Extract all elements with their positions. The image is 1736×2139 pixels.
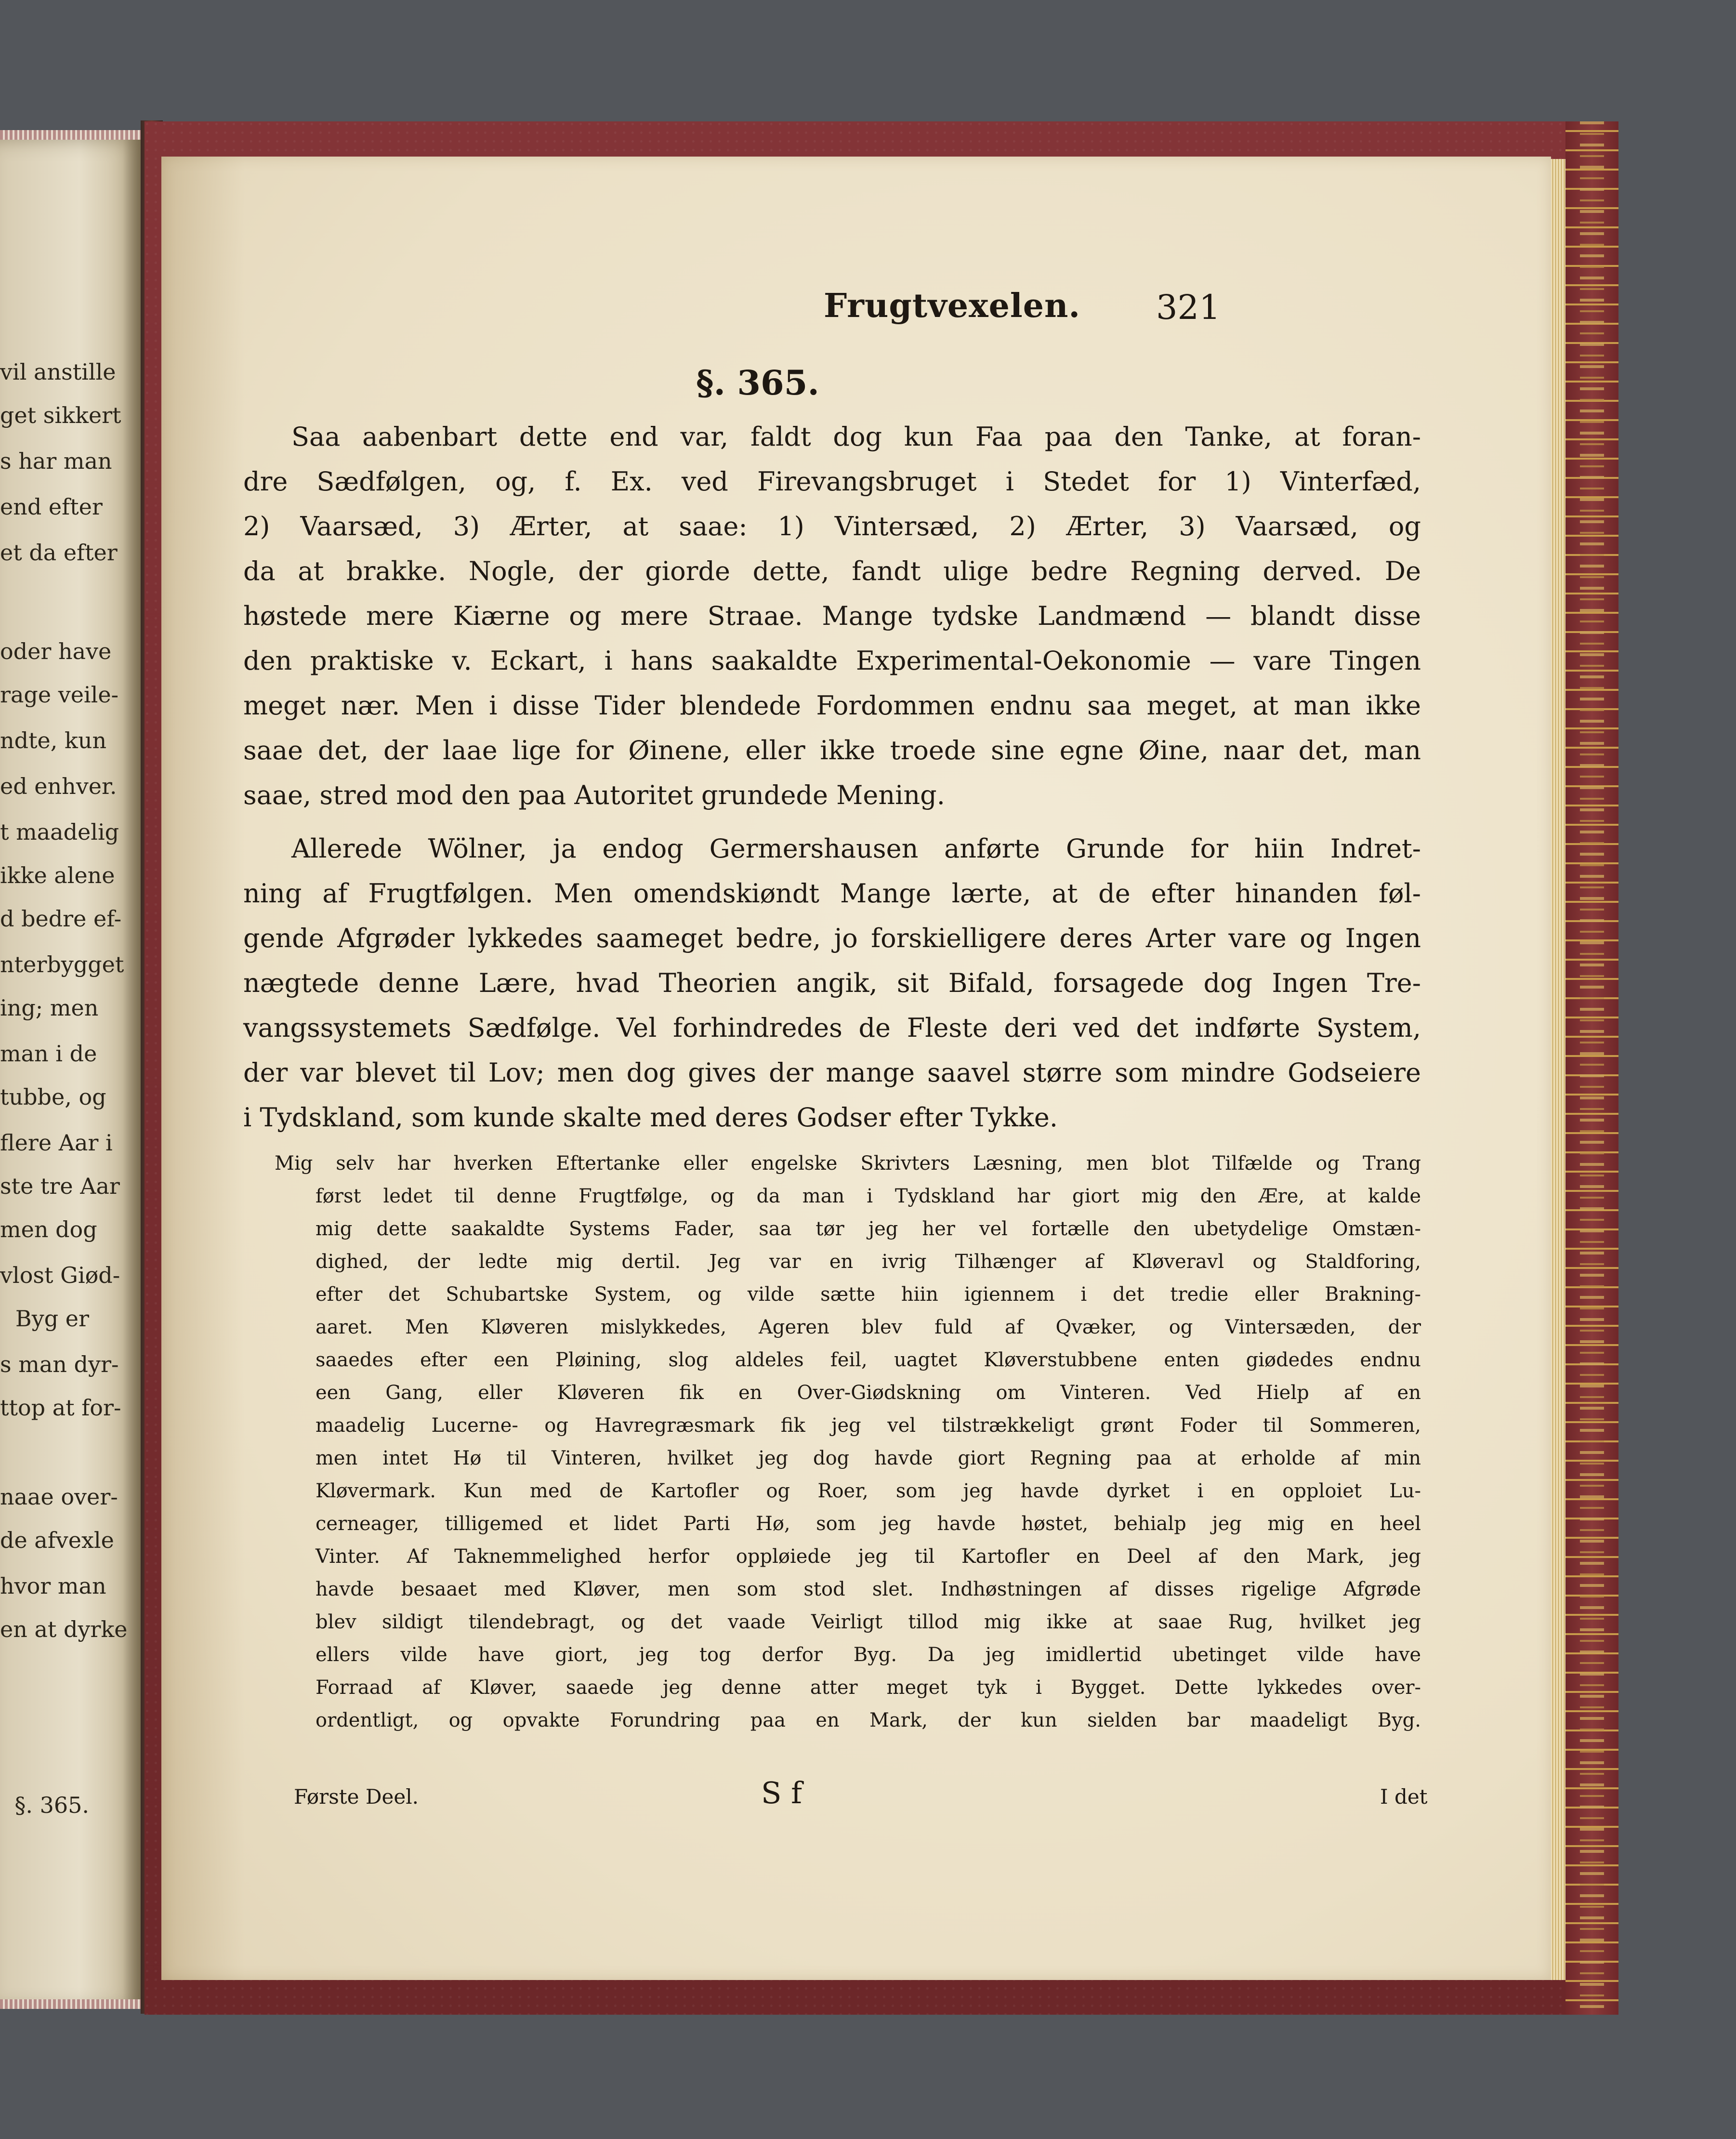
footnote-line: Forraad af Kløver, saaede jeg denne atter meget tyk i Bygget. Dette lykkedes over- xyxy=(316,1677,1421,1699)
footnote-line: Vinter. Af Taknemmelighed herfor oppløiede jeg til Kartofler en Deel af den Mark, jeg xyxy=(316,1545,1421,1568)
section-heading: §. 365. xyxy=(696,363,819,403)
body-line: 2) Vaarsæd, 3) Ærter, at saae: 1) Vintersæd, 2) Ærter, 3) Vaarsæd, og xyxy=(243,511,1421,541)
footnote-line: aaret. Men Kløveren mislykkedes, Ageren blev fuld af Qvæker, og Vintersæden, der xyxy=(316,1316,1421,1338)
left-page-line: ed enhver. xyxy=(0,773,117,799)
left-page-line: get sikkert xyxy=(0,402,121,428)
left-page-line: ing; men xyxy=(0,995,99,1021)
footer-signature-mark: S f xyxy=(761,1775,802,1810)
footnote-line: een Gang, eller Kløveren fik en Over-Giødskning om Vinteren. Ved Hielp af en xyxy=(316,1382,1421,1404)
body-line: meget nær. Men i disse Tider blendede Fordommen endnu saa meget, at man ikke xyxy=(243,690,1421,721)
left-page-line: s man dyr- xyxy=(0,1351,119,1377)
left-page-line: oder have xyxy=(0,638,112,664)
left-page-line: man i de xyxy=(0,1041,97,1067)
left-page-line: ndte, kun xyxy=(0,727,107,753)
left-page-bottom-edge xyxy=(0,1999,145,2009)
left-page-line: end efter xyxy=(0,494,103,520)
left-page-line: §. 365. xyxy=(14,1792,89,1818)
footnote-line: saaedes efter een Pløining, slog aldeles feil, uagtet Kløverstubbene enten giødedes endnu xyxy=(316,1349,1421,1371)
body-line: der var blevet til Lov; men dog gives der mange saavel større som mindre Godseiere xyxy=(243,1057,1421,1088)
body-line: vangssystemets Sædfølge. Vel forhindredes de Fleste deri ved det indførte System, xyxy=(243,1013,1421,1043)
body-line: ning af Frugtfølgen. Men omendskiøndt Mange lærte, at de efter hinanden føl- xyxy=(243,878,1421,909)
footer-catchword: I det xyxy=(1380,1785,1428,1809)
footnote-line: men intet Hø til Vinteren, hvilket jeg dog havde giort Regning paa at erholde af min xyxy=(316,1447,1421,1469)
left-page-line: en at dyrke xyxy=(0,1616,128,1642)
footnote-line: ellers vilde have giort, jeg tog derfor Byg. Da jeg imidlertid ubetinget vilde have xyxy=(316,1644,1421,1666)
body-line: saae det, der laae lige for Øinene, eller ikke troede sine egne Øine, naar det, man xyxy=(243,735,1421,766)
body-line: i Tydskland, som kunde skalte med deres Godser efter Tykke. xyxy=(243,1102,1058,1133)
left-facing-page xyxy=(0,140,145,2009)
page-number: 321 xyxy=(1156,288,1221,327)
left-page-line: ttop at for- xyxy=(0,1395,121,1421)
left-page-line: flere Aar i xyxy=(0,1130,113,1156)
body-line: høstede mere Kiærne og mere Straae. Mange tydske Landmænd — blandt disse xyxy=(243,601,1421,631)
body-line: den praktiske v. Eckart, i hans saakaldte Experimental-Oekonomie — vare Tingen xyxy=(243,646,1421,676)
footnote-line: cerneager, tilligemed et lidet Parti Hø, som jeg havde høstet, behialp jeg mig en heel xyxy=(316,1513,1421,1535)
left-page-line: et da efter xyxy=(0,540,118,566)
body-line: gende Afgrøder lykkedes saameget bedre, jo forskielligere deres Arter vare og Ingen xyxy=(243,923,1421,953)
body-line: Allerede Wölner, ja endog Germershausen anførte Grunde for hiin Indret- xyxy=(291,833,1421,864)
left-page-line: ikke alene xyxy=(0,862,115,888)
left-page-line: rage veile- xyxy=(0,682,119,708)
right-page xyxy=(161,157,1551,1980)
footnote-line: dighed, der ledte mig dertil. Jeg var en ivrig Tilhænger af Kløveravl og Staldforing, xyxy=(316,1251,1421,1273)
footnote-line: maadelig Lucerne- og Havregræsmark fik jeg vel tilstrækkeligt grønt Foder til Sommeren, xyxy=(316,1414,1421,1437)
body-line: saae, stred mod den paa Autoritet grundede Mening. xyxy=(243,780,945,810)
body-line: nægtede denne Lære, hvad Theorien angik, sit Bifald, forsagede dog Ingen Tre- xyxy=(243,968,1421,998)
left-page-line: s har man xyxy=(0,448,112,474)
body-line: dre Sædfølgen, og, f. Ex. ved Firevangsbruget i Stedet for 1) Vinterfæd, xyxy=(243,466,1421,497)
body-line: Saa aabenbart dette end var, faldt dog kun Faa paa den Tanke, at foran- xyxy=(291,422,1421,452)
left-page-line: men dog xyxy=(0,1216,97,1242)
footnote-line: mig dette saakaldte Systems Fader, saa tør jeg her vel fortælle den ubetydelige Omstæn- xyxy=(316,1218,1421,1240)
footnote-line: efter det Schubartske System, og vilde sætte hiin igiennem i det tredie eller Brakning- xyxy=(316,1283,1421,1306)
cover-ornamental-border xyxy=(1565,121,1618,2015)
footnote-line: ordentligt, og opvakte Forundring paa en Mark, der kun sielden bar maadeligt Byg. xyxy=(316,1709,1421,1731)
body-line: da at brakke. Nogle, der giorde dette, fandt ulige bedre Regning derved. De xyxy=(243,556,1421,586)
footnote-line: Mig selv har hverken Eftertanke eller engelske Skrivters Læsning, men blot Tilfælde og Trang xyxy=(275,1152,1421,1175)
footnote-line: havde besaaet med Kløver, men som stod slet. Indhøstningen af disses rigelige Afgrøde xyxy=(316,1578,1421,1600)
left-page-line: ste tre Aar xyxy=(0,1173,120,1199)
left-page-top-edge xyxy=(0,130,145,140)
left-page-line: nterbygget xyxy=(0,951,124,977)
footnote-line: Kløvermark. Kun med de Kartofler og Roer, som jeg havde dyrket i en opploiet Lu- xyxy=(316,1480,1421,1502)
running-head-title: Frugtvexelen. xyxy=(824,287,1081,325)
left-page-line: naae over- xyxy=(0,1484,118,1510)
left-page-line: t maadelig xyxy=(0,819,119,845)
left-page-line: vlost Giød- xyxy=(0,1262,120,1288)
footer-volume-label: Første Deel. xyxy=(294,1785,419,1809)
left-page-line: d bedre ef- xyxy=(0,906,122,932)
left-page-line: vil anstille xyxy=(0,359,116,385)
left-page-line: Byg er xyxy=(15,1306,89,1332)
left-page-line: hvor man xyxy=(0,1573,106,1599)
footnote-line: først ledet til denne Frugtfølge, og da man i Tydskland har giort mig den Ære, at kalde xyxy=(316,1185,1421,1207)
left-page-line: de afvexle xyxy=(0,1527,114,1553)
footnote-line: blev sildigt tilendebragt, og det vaade Veirligt tillod mig ikke at saae Rug, hvilket jeg xyxy=(316,1611,1421,1633)
left-page-line: tubbe, og xyxy=(0,1084,106,1110)
